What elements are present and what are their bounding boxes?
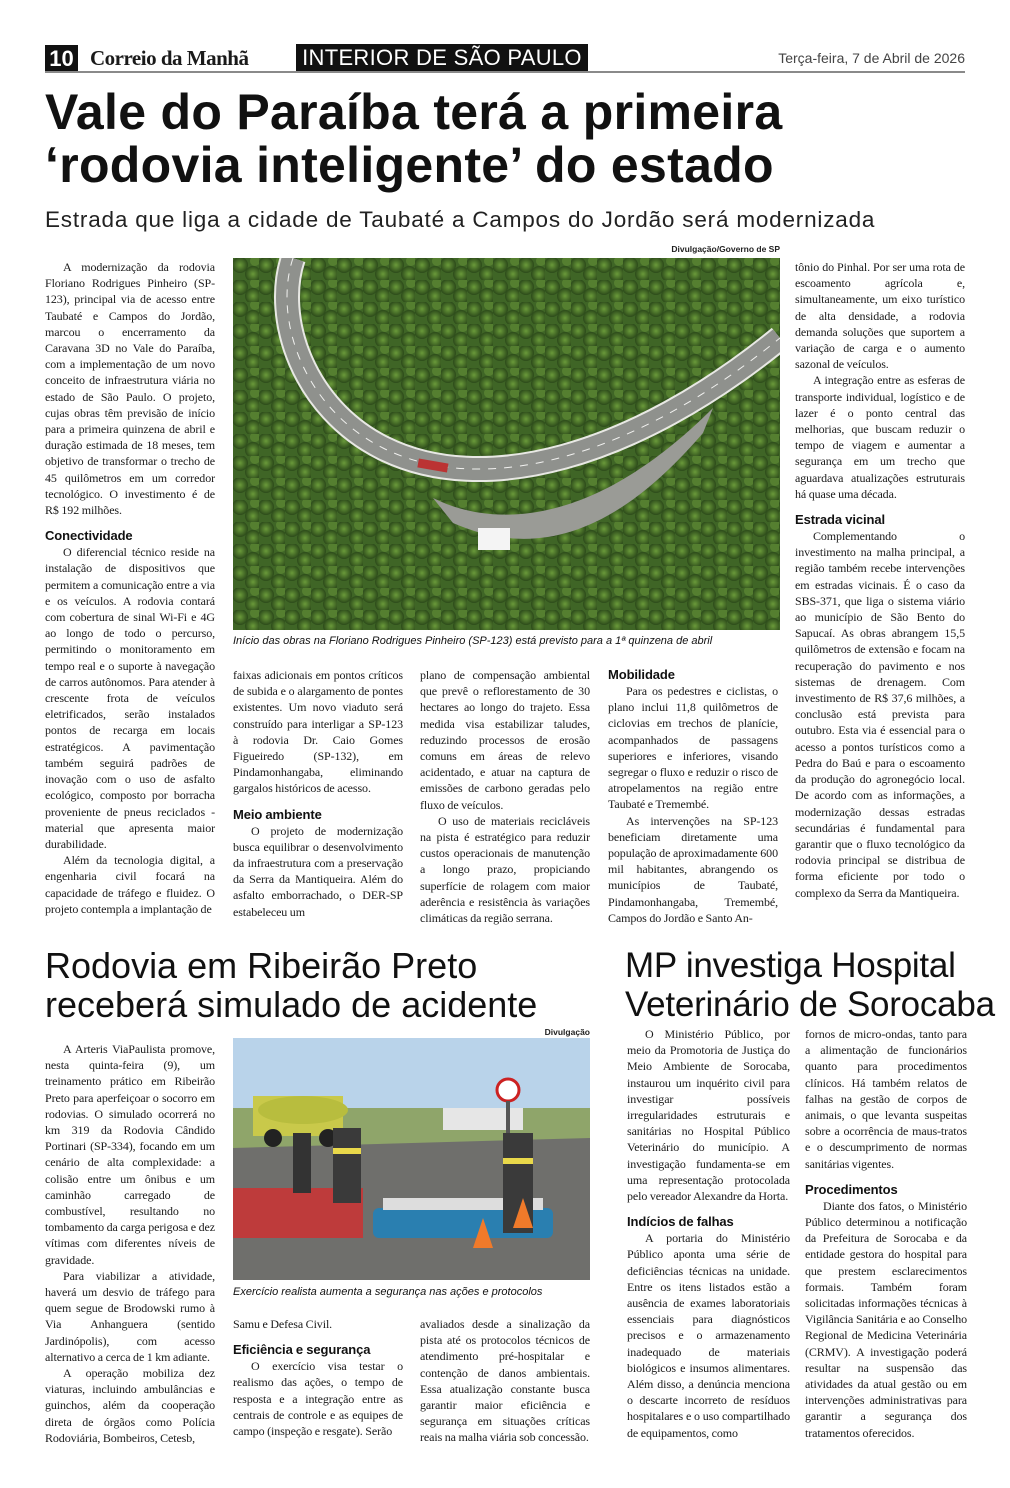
section-heading: Eficiência e segurança <box>233 1342 371 1358</box>
body-paragraph: O exercício visa testar o realismo das ações, o tempo de resposta e a integração entre as centrais de controle e as equipes de campo (inspeção e resgate). Serão <box>233 1359 403 1439</box>
story1-subheadline: Estrada que liga a cidade de Taubaté a Campos do Jordão será modernizada <box>45 207 876 232</box>
issue-date: Terça-feira, 7 de Abril de 2026 <box>778 50 965 66</box>
story2-headline <box>45 946 537 1024</box>
story1-column-3 <box>420 667 590 926</box>
body-paragraph: A portaria do Ministério Público aponta uma série de deficiências técnicas na unidade. Entre os itens listados estão a ausência de exames laboratoriais essenciais para diagnósticos precisos e o armazenamento inadequado de materiais biológicos e insumos alimentares. Além disso, a denúncia menciona o descarte incorreto de resíduos hospitalares e o uso compartilhado de equipamentos, como <box>627 1231 790 1440</box>
body-paragraph: O uso de materiais recicláveis na pista é estratégico para reduzir custos operacionais de manutenção a longo prazo, propiciando superfície de rolagem com maior aderência e resistência às variações climáticas da região serrana. <box>420 813 590 926</box>
story3-column-2 <box>805 1026 967 1441</box>
body-paragraph: O diferencial técnico reside na instalação de dispositivos que permitem a comunicação entre a via e os veículos. A rodovia contará com cobertura de sinal Wi-Fi e 4G ao longo de todo o percurso, permitindo o monitoramento em tempo real e o suporte à navegação de carros autônomos. Para atender à crescente frota de veículos eletrificados, serão instalados pontos de recarga em locais estratégicos. A pavimentação também seguirá padrões de inovação com o uso de asfalto ecológico, composto por borracha proveniente de pneus reciclados - material que apresenta maior durabilidade. <box>45 545 215 851</box>
body-paragraph: Diante dos fatos, o Ministério Público determinou a notificação da Prefeitura de Sorocaba e da entidade gestora do hospital para que prestem esclarecimentos formais. Também foram solicitadas informações técnicas à Vigilância Sanitária e ao Conselho Regional de Medicina Veterinária (CRMV). A investigação poderá resultar na suspensão das atividades da atual gestão ou em intervenções administrativas para garantir a segurança dos tratamentos oferecidos. <box>805 1198 967 1440</box>
story2-photo-credit: Divulgação <box>544 1027 590 1037</box>
story3-column-1 <box>627 1026 790 1441</box>
body-paragraph: Complementando o investimento na malha principal, a região também recebe intervenções em estradas vicinais. É o caso da SBS-371, que liga o sistema viário ao município de São Bento do Sapucaí. As obras abrangem 15,5 quilômetros de extensão e focam na recuperação do pavimento e nos sistemas de drenagem. Com investimento de R$ 37,6 milhões, a conclusão está prevista para outubro. Esta via é essencial para o acesso a pontos turísticos como a Pedra do Baú e para o escoamento da produção do agronegócio local. De acordo com as informações, a modernização dessas estradas secundárias é fundamental para garantir que o fluxo tecnológico da rodovia principal se distribua de forma eficiente por todo o complexo da Serra da Mantiqueira. <box>795 529 965 900</box>
headline-line-1: Vale do Paraíba terá a primeira <box>45 84 783 140</box>
headline-line-2: receberá simulado de acidente <box>45 984 538 1025</box>
section-heading: Conectividade <box>45 528 133 544</box>
story1-photo-credit: Divulgação/Governo de SP <box>671 244 780 254</box>
body-paragraph: fornos de micro-ondas, tanto para a alimentação de funcionários quanto para procedimentos clínicos. Há também relatos de falhas na gestão de corpos de animais, o que levanta suspeitas sobre a ocorrência de maus-tratos e o descumprimento de normas sanitárias vigentes. <box>805 1027 967 1171</box>
story2-column-2 <box>233 1316 403 1439</box>
story2-photo-accident-drill <box>233 1038 590 1280</box>
body-paragraph: A modernização da rodovia Floriano Rodrigues Pinheiro (SP-123), principal via de acesso entre Taubaté e Campos do Jordão, marcou o encerramento da Caravana 3D no Vale do Paraíba, com a implementação de um novo conceito de infraestrutura viária no estado de São Paulo. O projeto, cujas obras têm previsão de início para a primeira quinzena de abril e duração estimada de 18 meses, tem objetivo de transformar o trecho de 45 quilômetros em um corredor tecnológico. O investimento é de R$ 192 milhões. <box>45 260 215 518</box>
headline-line-1: MP investiga Hospital <box>625 946 956 985</box>
story1-column-2 <box>233 667 403 920</box>
story2-photo-caption: Exercício realista aumenta a segurança nas ações e protocolos <box>233 1286 543 1298</box>
headline-line-1: Rodovia em Ribeirão Preto <box>45 945 478 986</box>
section-heading: Mobilidade <box>608 667 675 682</box>
story3-headline <box>625 946 995 1024</box>
section-heading: Meio ambiente <box>233 806 322 822</box>
body-paragraph: plano de compensação ambiental que prevê o reflorestamento de 30 hectares ao longo do trajeto. Essa medida visa estabilizar taludes, reduzindo processos de erosão comuns em áreas de relevo acidentado, e atuar na captura de emissões de carbono geradas pelo fluxo de veículos. <box>420 668 590 812</box>
headline-line-2: Veterinário de Sorocaba <box>625 985 995 1024</box>
section-heading: Indícios de falhas <box>627 1214 734 1230</box>
page-number: 10 <box>45 45 78 72</box>
body-paragraph: tônio do Pinhal. Por ser uma rota de escoamento agrícola e, simultaneamente, um eixo turístico de alta densidade, a rodovia demanda soluções que suportem a variação de carga e o aumento sazonal de veículos. <box>795 260 965 372</box>
body-paragraph: O Ministério Público, por meio da Promotoria de Justiça do Meio Ambiente de Sorocaba, instaurou um inquérito civil para investigar possíveis irregularidades estruturais e sanitárias no Hospital Público Veterinário do município. A investigação fundamenta-se em uma representação protocolada pelo vereador Alexandre da Horta. <box>627 1027 790 1204</box>
body-paragraph: Além da tecnologia digital, a engenharia civil focará na capacidade de tráfego e fluidez. O projeto contempla a implantação de <box>45 853 215 916</box>
newspaper-masthead: Correio da Manhã <box>90 46 249 70</box>
section-heading: Procedimentos <box>805 1181 898 1197</box>
headline-line-2: ‘rodovia inteligente’ do estado <box>45 137 774 193</box>
story1-headline <box>45 86 985 192</box>
story2-column-3 <box>420 1316 590 1446</box>
story1-photo-aerial-road <box>233 258 780 630</box>
section-heading: Estrada vicinal <box>795 512 885 528</box>
body-paragraph: Para os pedestres e ciclistas, o plano inclui 11,8 quilômetros de ciclovias em trechos de planície, acompanhados de passagens superiores e inferiores, visando segregar o fluxo e reduzir o risco de atropelamentos na região entre Taubaté e Tremembé. <box>608 684 778 812</box>
body-paragraph: As intervenções na SP-123 beneficiam diretamente uma população de aproximadamente 600 mil habitantes, abrangendo os municípios de Taubaté, Pindamonhangaba, Tremembé, Campos do Jordão e Santo An- <box>608 813 778 925</box>
body-paragraph: avaliados desde a sinalização da pista até os protocolos técnicos de atendimento pré-hospitalar e contenção de danos ambientais. Essa atualização constante busca garantir maior eficiência e segurança em situações críticas reais na malha viária sob concessão. <box>420 1317 590 1445</box>
body-paragraph: O projeto de modernização busca equilibrar o desenvolvimento da infraestrutura com a preservação da Serra da Mantiqueira. Além do asfalto emborrachado, o DER-SP estabeleceu um <box>233 823 403 919</box>
body-paragraph: A Arteris ViaPaulista promove, nesta quinta-feira (9), um treinamento prático em Ribeirão Preto para aperfeiçoar o socorro em rodovias. O simulado ocorrerá no km 319 da Rodovia Cândido Portinari (SP-334), focando em um cenário de alta complexidade: a colisão entre um ônibus e um caminhão carregado de combustível, resultando no tombamento da carga perigosa e dez vítimas com diferentes níveis de gravidade. <box>45 1042 215 1267</box>
story1-column-1 <box>45 259 215 917</box>
header-divider <box>45 71 965 73</box>
body-paragraph: faixas adicionais em pontos críticos de subida e o alargamento de pontes existentes. Um novo viaduto será construído para interligar a SP-123 à rodovia Dr. Caio Gomes Figueiredo (SP-132), em Pindamonhangaba, eliminando gargalos históricos de acesso. <box>233 668 403 796</box>
section-label: INTERIOR DE SÃO PAULO <box>296 44 588 72</box>
story1-photo-caption: Início das obras na Floriano Rodrigues Pinheiro (SP-123) está previsto para a 1ª quinzena de abril <box>233 635 713 647</box>
body-paragraph: Para viabilizar a atividade, haverá um desvio de tráfego para quem segue de Brodowski rumo à Via Anhanguera (sentido Jardinópolis), com acesso alternativo a cerca de 1 km adiante. <box>45 1268 215 1364</box>
story1-column-4 <box>608 657 778 926</box>
body-paragraph: A integração entre as esferas de transporte individual, logístico e de lazer é o ponto central das melhorias, que buscam reduzir o tempo de viagem e aumentar a segurança em um trecho que aguardava atualizações estruturais há quase uma década. <box>795 373 965 501</box>
body-paragraph: Samu e Defesa Civil. <box>233 1317 333 1331</box>
story2-column-1 <box>45 1041 215 1446</box>
story1-column-5 <box>795 259 965 901</box>
body-paragraph: A operação mobiliza dez viaturas, incluindo ambulâncias e guinchos, além da cooperação direta de órgãos como Polícia Rodoviária, Bombeiros, Cetesb, <box>45 1366 215 1445</box>
